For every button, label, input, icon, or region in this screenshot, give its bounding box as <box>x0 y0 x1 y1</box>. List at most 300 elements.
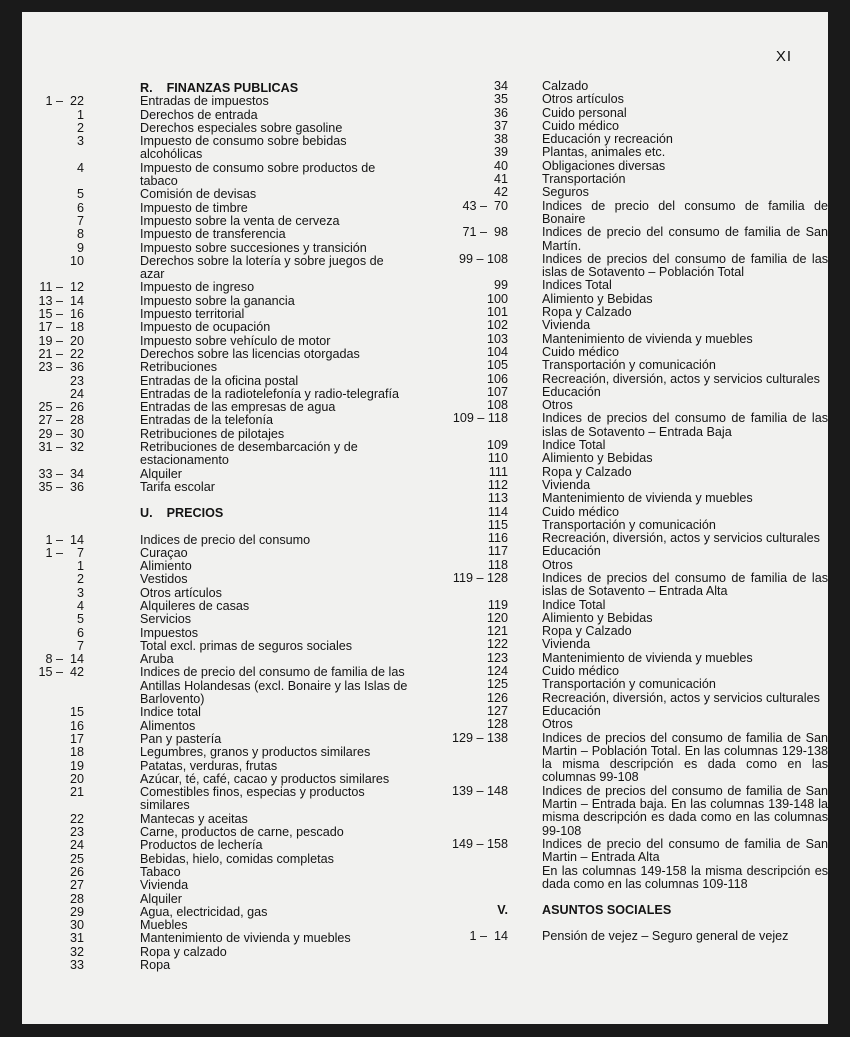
entry-description: Indices de precio del consumo <box>140 532 311 547</box>
index-entry <box>30 893 410 906</box>
column-range: 41 <box>493 172 508 187</box>
index-entry <box>428 678 828 691</box>
column-range: 42 <box>493 185 508 200</box>
column-range: 71 – 98 <box>462 225 508 240</box>
column-range: 100 <box>486 291 508 306</box>
entry-description: Pensión de vejez – Seguro general de vejez <box>542 929 789 944</box>
entry-description: Obligaciones diversas <box>542 158 666 173</box>
index-entry <box>30 906 410 919</box>
entry-description: Transportación y comunicación <box>542 358 716 373</box>
column-range: 1 <box>76 559 84 574</box>
index-entry <box>428 705 828 718</box>
column-range: 113 <box>487 491 508 506</box>
section-heading <box>30 507 410 520</box>
right-column <box>428 80 828 944</box>
column-range: 3 <box>76 585 84 600</box>
index-entry <box>30 468 410 481</box>
entry-description: Vivienda <box>542 637 591 652</box>
entry-description: Calzado <box>542 79 589 93</box>
column-range: 108 <box>486 398 508 413</box>
column-range: 35 <box>493 92 508 107</box>
entry-description: Vestidos <box>140 572 188 587</box>
entry-description: Indices de precio del consumo de familia de las Antillas Holandesas (excl. Bonaire y las Islas de Barlovento) <box>140 665 408 707</box>
column-range: 38 <box>493 132 508 147</box>
entry-description: Alimiento <box>140 559 192 574</box>
index-entry <box>30 401 410 414</box>
index-entry <box>30 361 410 374</box>
entry-description: Transportación y comunicación <box>542 517 716 532</box>
entry-description: Indices de precios del consumo de familia de las islas de Sotavento – Entrada Alta <box>542 570 828 599</box>
index-entry <box>428 572 828 599</box>
index-entry <box>30 255 410 282</box>
entry-description: Indices de precios del consumo de familia de las islas de Sotavento – Población Total <box>542 251 828 280</box>
index-entry <box>30 441 410 468</box>
entry-description: Alquiler <box>140 466 182 481</box>
index-entry <box>30 481 410 494</box>
entry-description: Impuesto de transferencia <box>140 227 286 242</box>
entry-description: Ropa <box>140 958 171 972</box>
index-entry <box>428 412 828 439</box>
index-entry <box>428 532 828 545</box>
entry-description: Otros <box>542 398 573 413</box>
entry-description: Cuido médico <box>542 664 620 679</box>
index-entry <box>30 813 410 826</box>
index-entry <box>428 439 828 452</box>
column-range: 118 <box>487 557 508 572</box>
spacer <box>30 521 410 534</box>
index-entry <box>30 281 410 294</box>
entry-description: Mantenimiento de vivienda y muebles <box>542 650 753 665</box>
index-entry <box>30 308 410 321</box>
column-range: 13 – 14 <box>38 293 84 308</box>
index-entry <box>428 652 828 665</box>
index-entry <box>30 162 410 189</box>
column-range: 1 <box>76 107 84 122</box>
index-entry <box>30 720 410 733</box>
entry-description: Indices de precios del consumo de familia de las islas de Sotavento – Entrada Baja <box>542 411 828 439</box>
column-range: 17 <box>69 731 84 746</box>
index-entry <box>30 375 410 388</box>
entry-description: Indices Total <box>542 278 612 293</box>
index-entry <box>30 321 410 334</box>
column-range: 30 <box>69 918 84 933</box>
column-range: 33 <box>69 958 84 972</box>
entry-description: Productos de lechería <box>140 838 263 853</box>
entry-description: Indice total <box>140 705 201 720</box>
column-range: 149 – 158 <box>451 836 508 851</box>
entry-description: Ropa y Calzado <box>542 464 632 479</box>
document-page <box>22 12 828 1024</box>
column-range: 11 – 12 <box>39 280 84 295</box>
entry-description: Impuesto de ocupación <box>140 320 271 335</box>
column-range: 23 <box>69 825 84 840</box>
column-range: V. <box>497 903 508 918</box>
column-range: 5 <box>76 187 84 202</box>
entry-description: Entradas de la oficina postal <box>140 373 299 388</box>
entry-description: U. PRECIOS <box>140 506 224 521</box>
index-entry <box>30 826 410 839</box>
entry-description: Cuido médico <box>542 504 620 519</box>
column-range: 127 <box>486 703 508 718</box>
index-entry <box>428 373 828 386</box>
index-entry <box>428 186 828 199</box>
entry-description: Azúcar, té, café, cacao y productos similares <box>140 771 390 786</box>
entry-description: Tarifa escolar <box>140 479 215 494</box>
entry-description: Derechos sobre la lotería y sobre juegos de azar <box>140 253 384 282</box>
column-range: 1 – 22 <box>45 94 84 109</box>
index-entry <box>428 599 828 612</box>
index-entry <box>428 200 828 227</box>
column-range: 129 – 138 <box>451 730 508 745</box>
entry-description: Vivienda <box>140 878 189 893</box>
index-entry <box>428 346 828 359</box>
column-range: 39 <box>493 145 508 160</box>
entry-description: Ropa y Calzado <box>542 624 632 639</box>
column-range: 23 – 36 <box>38 360 84 375</box>
entry-description: Otros <box>542 717 573 732</box>
column-range: 112 <box>487 477 508 492</box>
column-range: 25 <box>69 851 84 866</box>
entry-description: Impuesto sobre la venta de cerveza <box>140 213 340 228</box>
entry-description: Otros <box>542 557 573 572</box>
column-range: 115 <box>487 517 508 532</box>
entry-description: Comisión de devisas <box>140 187 257 202</box>
entry-description: Recreación, diversión, actos y servicios culturales <box>542 531 820 546</box>
page-number: XI <box>775 48 792 65</box>
index-entry <box>428 293 828 306</box>
column-range: 28 <box>69 891 84 906</box>
entry-description: Indice Total <box>542 438 606 453</box>
index-entry <box>428 692 828 705</box>
column-range: 122 <box>486 637 508 652</box>
column-range: 36 <box>493 105 508 120</box>
entry-description: Derechos de entrada <box>140 107 258 122</box>
column-range: 22 <box>69 811 84 826</box>
index-entry <box>30 839 410 852</box>
index-entry <box>428 492 828 505</box>
column-range: 120 <box>486 610 508 625</box>
index-entry <box>30 959 410 972</box>
column-range: 19 – 20 <box>38 333 84 348</box>
index-entry <box>30 295 410 308</box>
index-entry <box>428 80 828 93</box>
column-range: 7 <box>76 638 84 653</box>
entry-description: R. FINANZAS PUBLICAS <box>140 81 299 95</box>
index-entry <box>428 306 828 319</box>
entry-description: Vivienda <box>542 477 591 492</box>
index-entry <box>30 932 410 945</box>
index-entry <box>30 760 410 773</box>
column-range: 4 <box>76 598 84 613</box>
index-entry <box>428 279 828 292</box>
column-range: 15 – 42 <box>38 665 84 680</box>
entry-description: Educación <box>542 544 601 559</box>
column-range: 31 – 32 <box>38 440 84 455</box>
column-range: 110 <box>487 451 508 466</box>
index-entry <box>428 506 828 519</box>
section-heading <box>30 82 410 95</box>
index-entry <box>428 93 828 106</box>
column-range: 37 <box>493 118 508 133</box>
section-heading <box>428 904 828 917</box>
index-entry <box>30 414 410 427</box>
column-range: 19 <box>69 758 84 773</box>
column-range: 106 <box>486 371 508 386</box>
entry-description: Indices de precio del consumo de familia de Bonaire <box>542 198 828 226</box>
column-range: 116 <box>487 531 508 546</box>
column-range: 104 <box>486 344 508 359</box>
index-entry <box>30 547 410 560</box>
entry-description: Agua, electricidad, gas <box>140 904 268 919</box>
entry-description: Indices de precio del consumo de familia de San Martin – Entrada Alta <box>542 836 828 865</box>
index-entry <box>30 122 410 135</box>
entry-description: Impuesto de consumo sobre bebidas alcohólicas <box>140 134 347 162</box>
entry-description: Impuesto de consumo sobre productos de tabaco <box>140 160 376 189</box>
entry-description: Educación <box>542 384 601 399</box>
index-entry <box>428 160 828 173</box>
column-range: 29 <box>69 904 84 919</box>
column-range: 114 <box>487 504 508 519</box>
entry-description: Bebidas, hielo, comidas completas <box>140 851 334 866</box>
column-range: 10 <box>69 253 84 268</box>
column-range: 102 <box>486 318 508 333</box>
index-entry <box>428 226 828 253</box>
entry-description: Impuesto territorial <box>140 307 245 322</box>
entry-description: Retribuciones de desembarcación y de estacionamento <box>140 440 358 468</box>
index-entry <box>428 612 828 625</box>
column-range: 126 <box>486 690 508 705</box>
index-entry <box>428 319 828 332</box>
index-entry <box>30 573 410 586</box>
column-range: 4 <box>76 160 84 175</box>
column-range: 15 – 16 <box>38 307 84 322</box>
column-range: 101 <box>486 305 508 320</box>
column-range: 32 <box>69 944 84 959</box>
index-entry <box>428 133 828 146</box>
column-range: 33 – 34 <box>38 466 84 481</box>
index-entry <box>30 600 410 613</box>
column-range: 34 <box>493 79 508 93</box>
index-entry <box>30 215 410 228</box>
entry-description: En las columnas 149-158 la misma descripción es dada como en las columnas 109-118 <box>542 863 828 891</box>
entry-description: Alimentos <box>140 718 196 733</box>
entry-description: Cuido médico <box>542 344 620 359</box>
index-entry <box>30 135 410 162</box>
index-entry <box>30 228 410 241</box>
column-range: 109 <box>486 438 508 453</box>
column-range: 26 <box>69 864 84 879</box>
entry-description: Aruba <box>140 652 174 667</box>
entry-description: Seguros <box>542 185 589 200</box>
entry-description: Recreación, diversión, actos y servicios culturales <box>542 371 820 386</box>
index-entry <box>30 773 410 786</box>
column-range: 40 <box>493 158 508 173</box>
entry-description: Total excl. primas de seguros sociales <box>140 638 353 653</box>
index-entry <box>428 120 828 133</box>
index-entry <box>428 107 828 120</box>
entry-description: Impuestos <box>140 625 199 640</box>
column-range: 124 <box>486 664 508 679</box>
index-entry <box>30 242 410 255</box>
column-range: 27 – 28 <box>38 413 84 428</box>
index-entry <box>428 173 828 186</box>
column-range: 27 <box>69 878 84 893</box>
column-range: 15 <box>69 705 84 720</box>
column-range: 121 <box>486 624 508 639</box>
index-entry <box>30 786 410 813</box>
entry-description: ASUNTOS SOCIALES <box>542 903 672 918</box>
entry-description: Mantenimiento de vivienda y muebles <box>542 491 753 506</box>
index-entry <box>30 746 410 759</box>
index-entry <box>30 733 410 746</box>
index-entry <box>428 545 828 558</box>
index-entry <box>30 348 410 361</box>
column-range: 6 <box>76 200 84 215</box>
column-range: 1 – 14 <box>469 929 508 944</box>
index-entry <box>428 333 828 346</box>
index-entry <box>30 335 410 348</box>
column-range: 5 <box>76 612 84 627</box>
index-entry <box>30 627 410 640</box>
index-entry <box>428 559 828 572</box>
entry-description: Ropa y Calzado <box>542 305 632 320</box>
column-range: 25 – 26 <box>38 400 84 415</box>
entry-description: Impuesto sobre succesiones y transición <box>140 240 367 255</box>
entry-description: Indices de precios del consumo de familia de San Martin – Población Total. En las columnas 129-138 la misma descripción es dada como en las columnas 99-108 <box>542 730 828 785</box>
column-range: 24 <box>69 838 84 853</box>
column-range: 29 – 30 <box>38 426 84 441</box>
entry-description: Impuesto de timbre <box>140 200 248 215</box>
index-entry <box>428 638 828 651</box>
index-entry <box>428 519 828 532</box>
index-entry <box>30 666 410 706</box>
index-entry <box>428 146 828 159</box>
entry-description: Retribuciones <box>140 360 218 375</box>
entry-description: Transportación <box>542 172 626 187</box>
entry-description: Educación y recreación <box>542 132 673 147</box>
index-entry <box>30 109 410 122</box>
entry-description: Entradas de las empresas de agua <box>140 400 336 415</box>
column-range: 16 <box>69 718 84 733</box>
index-entry <box>428 930 828 943</box>
entry-description: Impuesto sobre la ganancia <box>140 293 295 308</box>
column-range: 139 – 148 <box>451 783 508 798</box>
entry-description: Pan y pastería <box>140 731 222 746</box>
index-entry <box>30 188 410 201</box>
index-entry <box>30 853 410 866</box>
index-entry <box>428 665 828 678</box>
entry-description: Recreación, diversión, actos y servicios culturales <box>542 690 820 705</box>
index-entry <box>30 560 410 573</box>
entry-description: Mantecas y aceitas <box>140 811 248 826</box>
entry-description: Entradas de la telefonía <box>140 413 274 428</box>
entry-description: Muebles <box>140 918 188 933</box>
entry-description: Retribuciones de pilotajes <box>140 426 285 441</box>
column-range: 8 – 14 <box>45 652 84 667</box>
column-range: 119 – 128 <box>452 570 508 585</box>
entry-description: Cuido personal <box>542 105 627 120</box>
index-entry <box>428 359 828 372</box>
index-entry <box>30 202 410 215</box>
entry-description: Legumbres, granos y productos similares <box>140 745 371 760</box>
index-entry <box>30 95 410 108</box>
entry-description: Indices de precios del consumo de familia de San Martin – Entrada baja. En las columnas 139-148 la misma descripción es dada como en las columnas 99-108 <box>542 783 828 838</box>
column-range: 1 – 14 <box>45 532 84 547</box>
entry-description: Plantas, animales etc. <box>542 145 666 160</box>
entry-description: Servicios <box>140 612 192 627</box>
index-entry <box>30 534 410 547</box>
index-entry <box>30 428 410 441</box>
index-entry <box>428 625 828 638</box>
column-range: 117 <box>487 544 508 559</box>
column-range: 123 <box>486 650 508 665</box>
entry-description: Cuido médico <box>542 118 620 133</box>
column-range: 109 – 118 <box>452 411 508 426</box>
index-entry <box>428 452 828 465</box>
entry-description: Patatas, verduras, frutas <box>140 758 278 773</box>
entry-description: Indices de precio del consumo de familia de San Martín. <box>542 225 828 253</box>
column-range: 1 – 7 <box>45 545 84 560</box>
entry-description: Curaçao <box>140 545 188 560</box>
column-range: 119 <box>487 597 508 612</box>
column-range: 2 <box>76 120 84 135</box>
index-entry <box>30 919 410 932</box>
entry-description: Impuesto de ingreso <box>140 280 255 295</box>
column-range: 9 <box>76 240 84 255</box>
column-range: 23 <box>69 373 84 388</box>
entry-description: Transportación y comunicación <box>542 677 716 692</box>
column-range: 125 <box>486 677 508 692</box>
entry-description: Entradas de impuestos <box>140 94 269 109</box>
index-entry <box>428 838 828 865</box>
column-range: 24 <box>69 386 84 401</box>
entry-description: Carne, productos de carne, pescado <box>140 825 344 840</box>
column-range: 7 <box>76 213 84 228</box>
index-entry <box>428 785 828 838</box>
index-entry <box>428 479 828 492</box>
column-range: 31 <box>69 931 84 946</box>
entry-description: Otros artículos <box>542 92 624 107</box>
column-range: 105 <box>486 358 508 373</box>
index-entry <box>30 640 410 653</box>
entry-description: Alquileres de casas <box>140 598 250 613</box>
index-entry <box>30 653 410 666</box>
column-range: 2 <box>76 572 84 587</box>
entry-description: Alimiento y Bebidas <box>542 291 653 306</box>
entry-description: Alquiler <box>140 891 182 906</box>
index-entry <box>30 388 410 401</box>
index-entry <box>428 718 828 731</box>
column-range: 8 <box>76 227 84 242</box>
column-range: 43 – 70 <box>462 198 508 213</box>
index-entry <box>428 732 828 785</box>
entry-description: Otros artículos <box>140 585 222 600</box>
entry-description: Impuesto sobre vehículo de motor <box>140 333 331 348</box>
column-range: 20 <box>69 771 84 786</box>
index-entry <box>428 865 828 892</box>
index-entry <box>428 399 828 412</box>
entry-description: Alimiento y Bebidas <box>542 610 653 625</box>
entry-description: Ropa y calzado <box>140 944 227 959</box>
column-range: 17 – 18 <box>38 320 84 335</box>
column-range: 6 <box>76 625 84 640</box>
column-range: 35 – 36 <box>38 479 84 494</box>
entry-description: Entradas de la radiotelefonía y radio-telegrafía <box>140 386 400 401</box>
entry-description: Derechos sobre las licencias otorgadas <box>140 346 360 361</box>
index-entry <box>30 866 410 879</box>
entry-description: Alimiento y Bebidas <box>542 451 653 466</box>
index-entry <box>428 253 828 280</box>
